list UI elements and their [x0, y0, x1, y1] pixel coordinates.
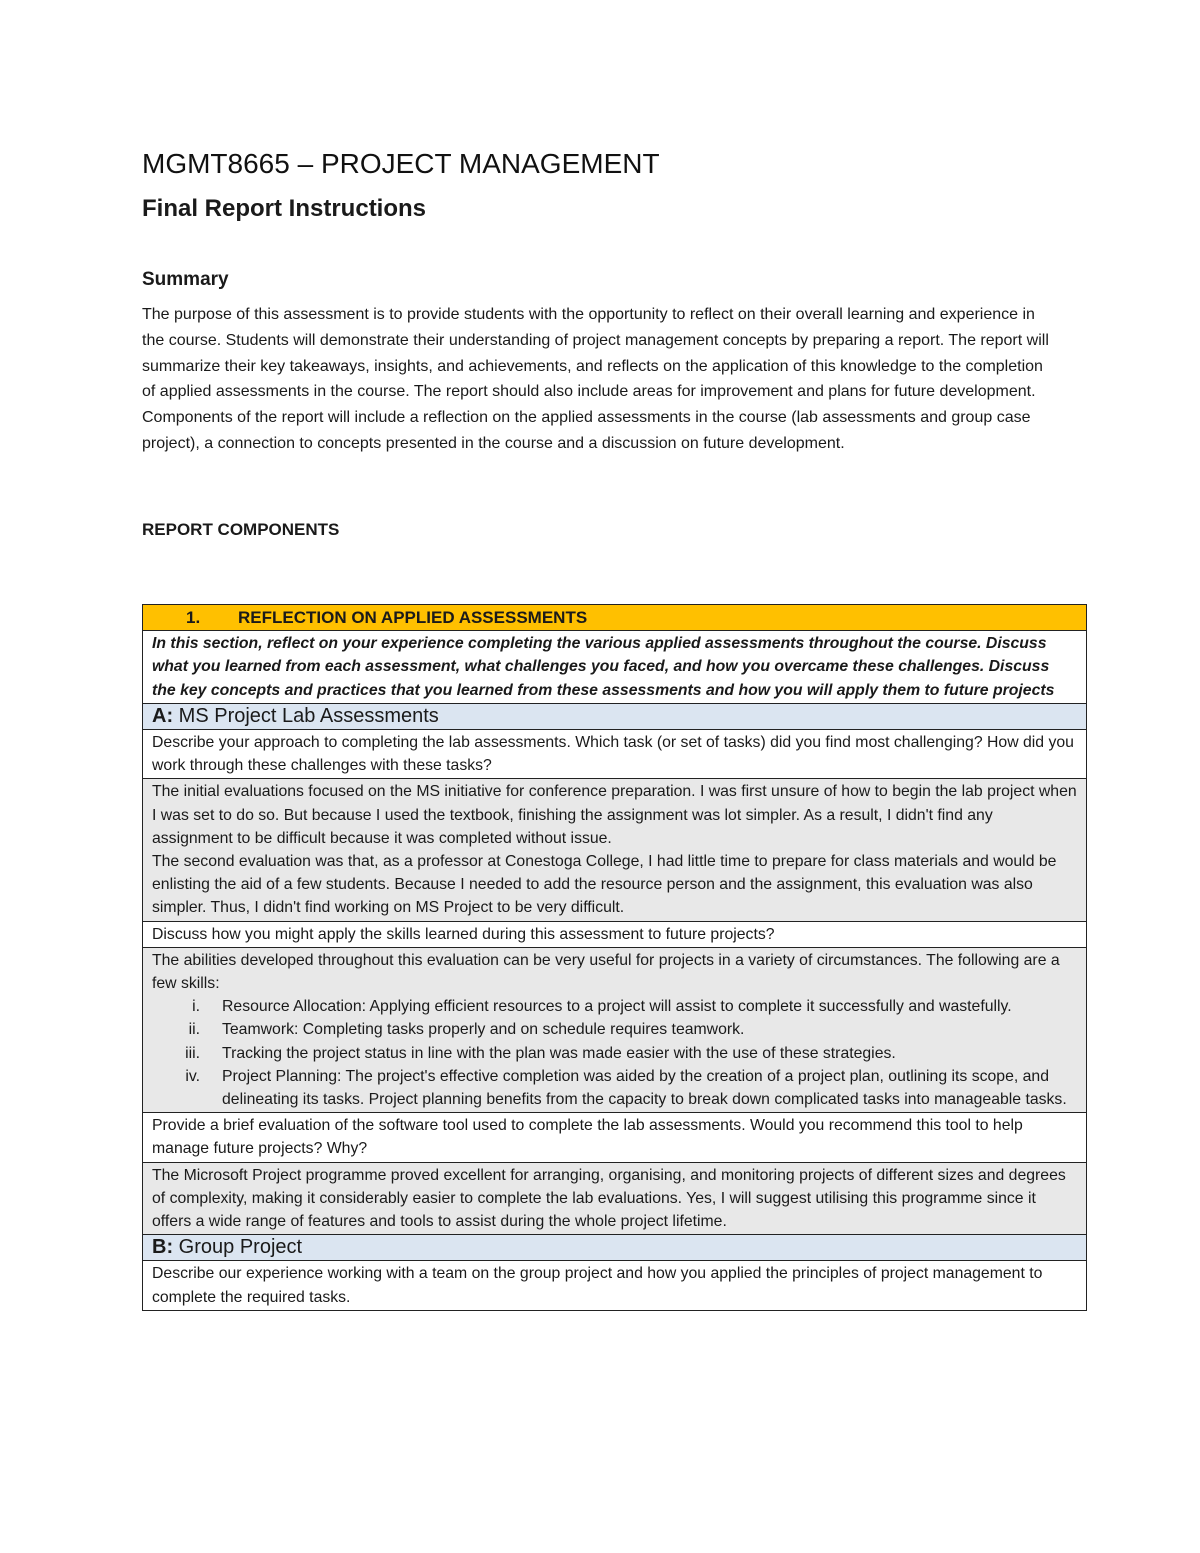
header-number: 1. [186, 608, 201, 627]
document-subtitle: Final Report Instructions [142, 195, 427, 222]
table-header-cell [143, 605, 1087, 631]
list-item-text: Teamwork: Completing tasks properly and on schedule requires teamwork. [222, 1021, 745, 1039]
question-1: Describe your approach to completing the lab assessments. Which task (or set of tasks) did you find most challenging? How did you work through these challenges with these tasks? [143, 730, 1087, 779]
section-instructions: In this section, reflect on your experience completing the various applied assessments throughout the course. Discuss what you learned from each assessment, what challenges you faced, and how you overcame these challenges. Discuss the key concepts and practices that you learned from these assessments and how you will apply them to future projects [143, 631, 1087, 704]
report-components-heading: REPORT COMPONENTS [142, 519, 340, 539]
answer-2 [143, 947, 1087, 1112]
list-item [152, 1018, 1077, 1041]
question-3: Provide a brief evaluation of the software tool used to complete the lab assessments. Would you recommend this tool to help manage future projects? Why? [143, 1113, 1087, 1162]
list-item-number: ii. [188, 1021, 200, 1039]
table-row [143, 1113, 1087, 1162]
list-item [152, 1065, 1077, 1111]
answer-1-paragraph-2: The second evaluation was that, as a professor at Conestoga College, I had little time to prepare for class materials and would be enlisting the aid of a few students. Because I needed to add the resource person and the assignment, this evaluation was also simpler. Thus, I didn't find working on MS Project to be very difficult. [152, 853, 1057, 917]
report-components-table [142, 604, 1087, 1311]
table-row [143, 921, 1087, 947]
list-item [152, 995, 1077, 1018]
section-b-letter: B: [152, 1236, 174, 1259]
list-item [152, 1042, 1077, 1065]
section-b-heading [143, 1235, 1087, 1261]
table-row [143, 631, 1087, 704]
section-a-heading [143, 703, 1087, 729]
question-2: Discuss how you might apply the skills learned during this assessment to future projects? [143, 921, 1087, 947]
table-row [143, 1162, 1087, 1235]
list-item-text: Resource Allocation: Applying efficient resources to a project will assist to complete it successfully and wastefully. [222, 998, 1012, 1016]
skills-list [152, 995, 1077, 1111]
table-row [143, 947, 1087, 1112]
section-a-title: MS Project Lab Assessments [178, 704, 439, 727]
document-body [142, 146, 1087, 541]
list-item-text: Project Planning: The project's effective completion was aided by the creation of a project plan, outlining its scope, and delineating its tasks. Project planning benefits from the capacity to break down complicated tasks into manageable tasks. [222, 1067, 1067, 1109]
table-row [143, 703, 1087, 729]
table-header-row [143, 605, 1087, 631]
list-item-number: i. [192, 998, 200, 1016]
table-row [143, 1235, 1087, 1261]
answer-3: The Microsoft Project programme proved excellent for arranging, organising, and monitoring projects of different sizes and degrees of complexity, making it considerably easier to complete the lab evaluations. Yes, I will suggest utilising this programme since it offers a wide range of features and tools to assist during the whole project lifetime. [143, 1162, 1087, 1235]
answer-1 [143, 779, 1087, 921]
answer-2-intro: The abilities developed throughout this evaluation can be very useful for projects in a variety of circumstances. The following are a few skills: [152, 951, 1060, 993]
answer-1-paragraph-1: The initial evaluations focused on the MS initiative for conference preparation. I was first unsure of how to begin the lab project when I was set to do so. But because I used the textbook, finishing the assignment was lot simpler. As a result, I didn't find any assignment to be difficult because it was completed without issue. [152, 783, 1077, 847]
table-row [143, 730, 1087, 779]
question-4: Describe our experience working with a team on the group project and how you applied the principles of project management to complete the required tasks. [143, 1261, 1087, 1310]
list-item-number: iv. [185, 1067, 200, 1085]
section-a-letter: A: [152, 704, 174, 727]
list-item-text: Tracking the project status in line with the plan was made easier with the use of these strategies. [222, 1044, 896, 1062]
list-item-number: iii. [185, 1044, 200, 1062]
summary-heading: Summary [142, 269, 229, 290]
table-row [143, 1261, 1087, 1310]
section-b-title: Group Project [178, 1236, 303, 1259]
header-text: REFLECTION ON APPLIED ASSESSMENTS [238, 608, 588, 627]
table-row [143, 779, 1087, 921]
summary-paragraph: The purpose of this assessment is to provide students with the opportunity to reflect on their overall learning and experience in the course. Students will demonstrate their understanding of project management concepts by preparing a report. The report will summarize their key takeaways, insights, and achievements, and reflects on the application of this knowledge to the completion of applied assessments in the course. The report should also include areas for improvement and plans for future development. Components of the report will include a reflection on the applied assessments in the course (lab assessments and group case project), a connection to concepts presented in the course and a discussion on future development. [142, 306, 1049, 452]
course-title: MGMT8665 – PROJECT MANAGEMENT [142, 148, 660, 179]
